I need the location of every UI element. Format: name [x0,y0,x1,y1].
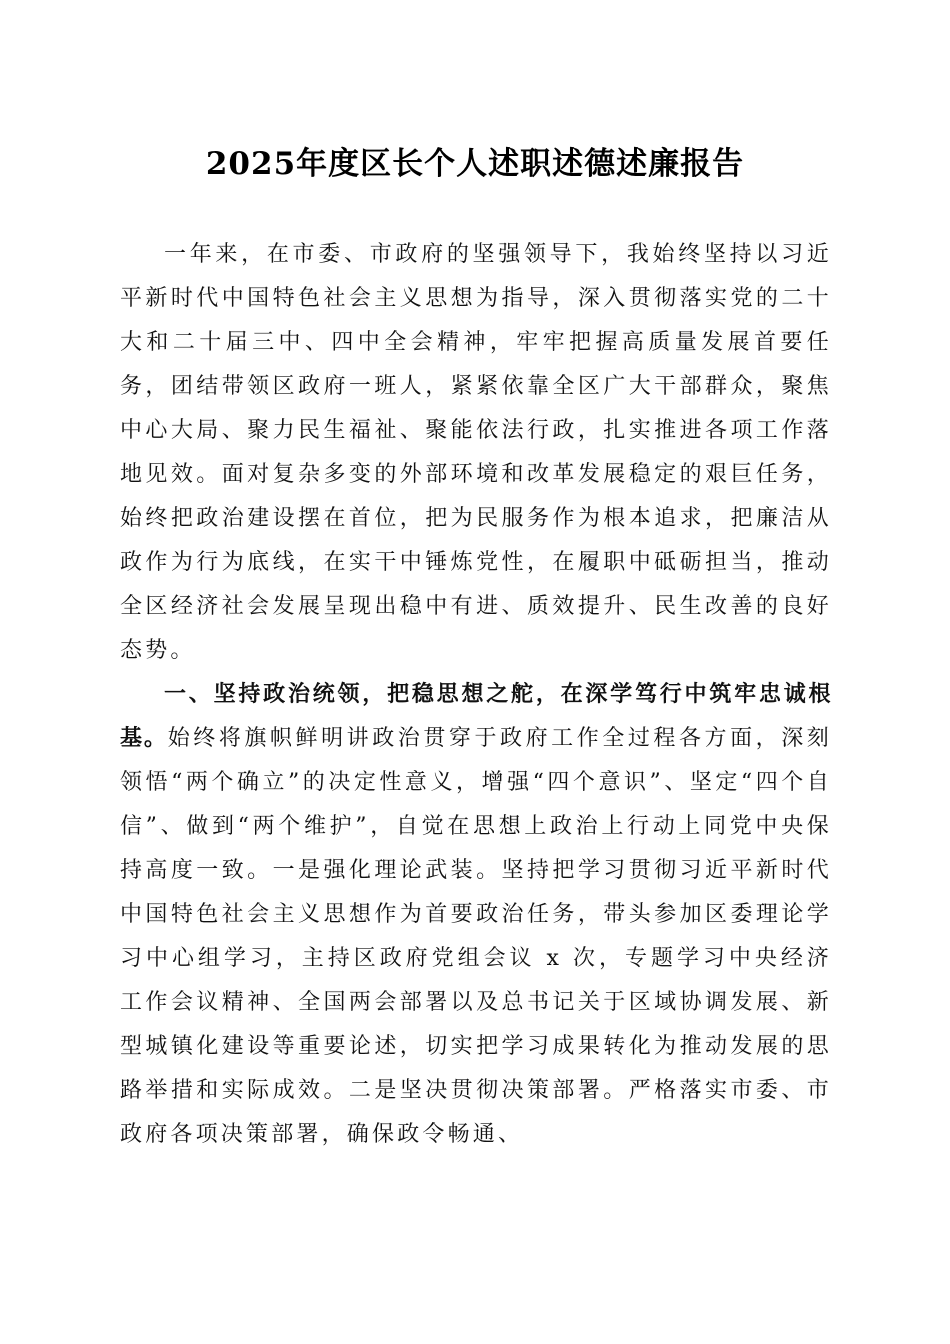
intro-paragraph-text: 一年来，在市委、市政府的坚强领导下，我始终坚持以习近平新时代中国特色社会主义思想为指导，深入贯彻落实党的二十大和二十届三中、四中全会精神，牢牢把握高质量发展首要任务，团结带领区政府一班人，紧紧依靠全区广大干部群众，聚焦中心大局、聚力民生福祉、聚能依法行政，扎实推进各项工作落地见效。面对复杂多变的外部环境和改革发展稳定的艰巨任务，始终把政治建设摆在首位，把为民服务作为根本追求，把廉洁从政作为行为底线，在实干中锤炼党性，在履职中砥砺担当，推动全区经济社会发展呈现出稳中有进、质效提升、民生改善的良好态势。 [120,242,832,663]
intro-paragraph [120,233,832,673]
section-one-text: 始终将旗帜鲜明讲政治贯穿于政府工作全过程各方面，深刻领悟“两个确立”的决定性意义，增强“四个意识”、坚定“四个自信”、做到“两个维护”，自觉在思想上政治上行动上同党中央保持高度一致。一是强化理论武装。坚持把学习贯彻习近平新时代中国特色社会主义思想作为首要政治任务，带头参加区委理论学习中心组学习，主持区政府党组会议 x 次，专题学习中央经济工作会议精神、全国两会部署以及总书记关于区域协调发展、新型城镇化建设等重要论述，切实把学习成果转化为推动发展的思路举措和实际成效。二是坚决贯彻决策部署。严格落实市委、市政府各项决策部署，确保政令畅通、 [120,726,832,1147]
section-one-paragraph [120,673,832,1157]
document-body [120,233,832,1157]
section-one-heading: 一、坚持政治统领，把稳思想之舵，在深学笃行中筑牢忠诚根基。 [120,682,832,751]
document-title: 2025年度区长个人述职述德述廉报告 [205,146,745,182]
